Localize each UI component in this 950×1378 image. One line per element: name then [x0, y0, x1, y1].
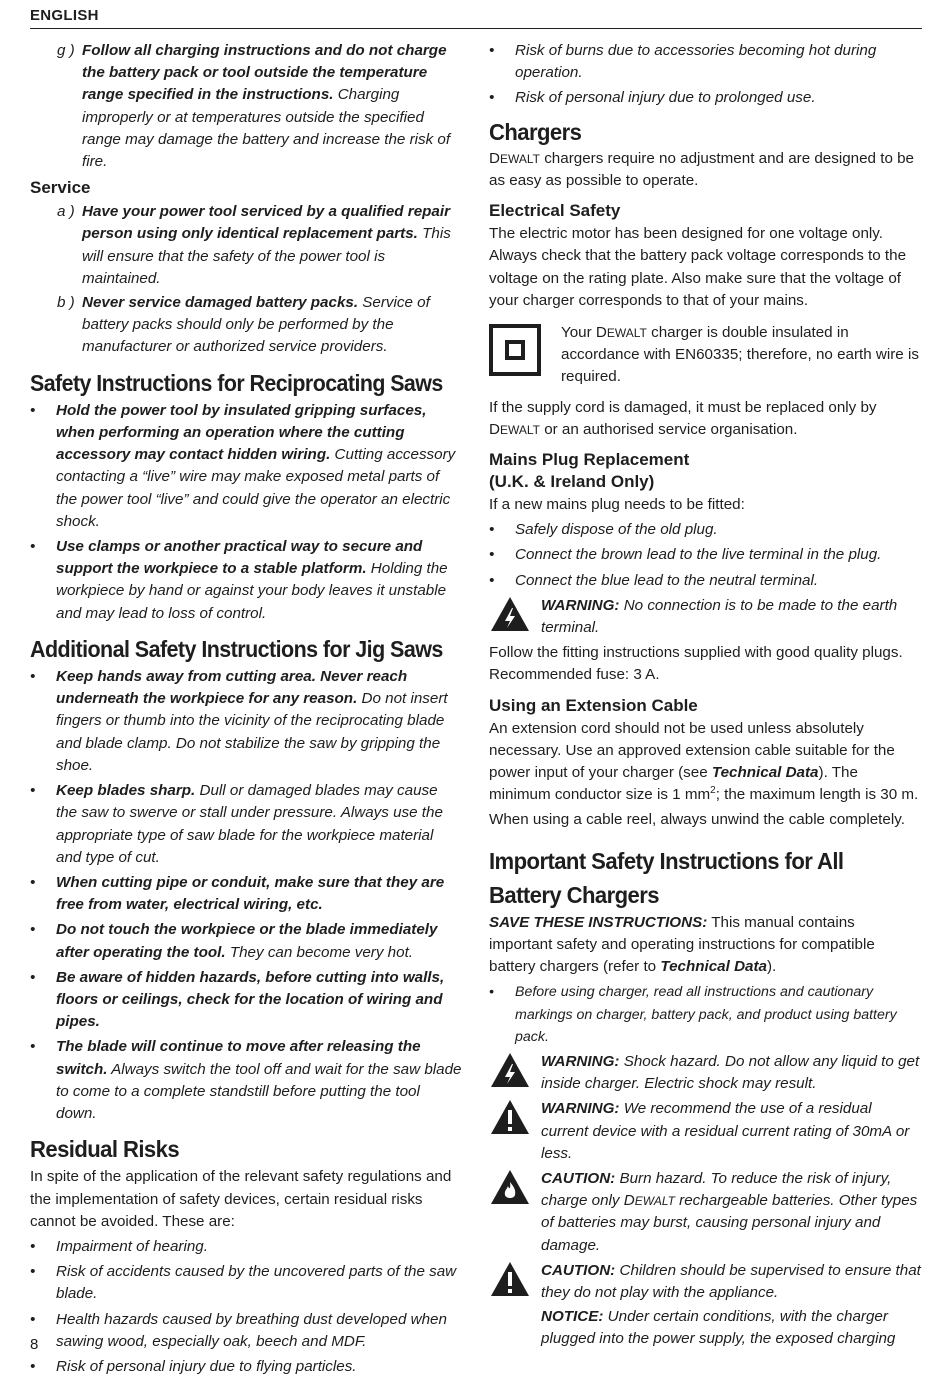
item-text: Connect the blue lead to the neutral terminal.: [515, 571, 819, 589]
warning-notice: [489, 595, 922, 639]
list-item: [489, 40, 922, 84]
heading-line: Battery Chargers: [489, 881, 659, 908]
insulated-text: charger is double insulated in accordance with EN60335; therefore, no earth wire is required.: [561, 324, 919, 386]
item-text: Holding the workpiece by hand or against your body leaves it unstable and may lead to loss of control.: [56, 560, 448, 622]
warning-label: WARNING:: [541, 1052, 620, 1070]
item-bold-text: Keep blades sharp.: [56, 782, 196, 800]
double-insulated-icon: [489, 324, 541, 376]
heading-line: (U.K. & Ireland Only): [489, 472, 655, 492]
notice-label: NOTICE:: [541, 1308, 604, 1326]
bullet-dot: •: [489, 984, 494, 1001]
item-bold-text: Do not touch the workpiece or the blade immediately after operating the tool.: [56, 921, 438, 961]
bullet-dot: •: [30, 968, 36, 986]
section-heading-reciprocating: Safety Instructions for Reciprocating Saws: [30, 369, 443, 396]
list-item: [489, 87, 922, 109]
warning-label: WARNING:: [541, 596, 620, 614]
item-text: Risk of personal injury due to flying particles.: [56, 1357, 357, 1375]
list-item: [489, 544, 922, 566]
brand-name: EWALT: [499, 422, 540, 437]
bullet-dot: •: [489, 521, 495, 539]
item-bold-text: Have your power tool serviced by a qualified repair person using only identical replacement parts.: [82, 203, 450, 243]
caution-text-b: rechargeable batteries. Other types of batteries may burst, causing personal injury and damage.: [541, 1192, 918, 1254]
list-item: [30, 536, 462, 625]
residual-intro: In spite of the application of the relevant safety regulations and the implementation of safety devices, certain residual risks cannot be avoided. These are:: [30, 1168, 452, 1230]
brand-name: EWALT: [634, 1194, 675, 1209]
bullet-dot: •: [30, 1310, 36, 1328]
bullet-dot: •: [489, 546, 495, 564]
warning-notice: [489, 1051, 922, 1095]
fire-hazard-icon: [489, 1168, 531, 1206]
list-item: [30, 292, 462, 359]
list-item: [30, 919, 462, 963]
list-item: [489, 519, 922, 541]
bullet-dot: •: [30, 1357, 36, 1375]
brand-name: EWALT: [606, 326, 647, 341]
item-bold-text: Use clamps or another practical way to secure and support the workpiece to a stable platform.: [56, 538, 423, 578]
bullet-dot: •: [30, 782, 36, 800]
item-text: Before using charger, read all instructions and cautionary markings on charger, battery pack, and product using battery pack.: [515, 984, 897, 1045]
heading-line: Important Safety Instructions for All: [489, 847, 844, 874]
header-rule: [30, 28, 922, 29]
extension-text-a: An extension cord should not be used unless absolutely necessary. Use an approved extension cable suitable for the power input of your charger (see: [489, 719, 895, 782]
bullet-dot: •: [489, 571, 495, 589]
extension-text: [489, 718, 922, 807]
notice: [489, 1306, 922, 1350]
supply-cord-text: [489, 397, 922, 441]
warning-text: We recommend the use of a residual current device with a residual current rating of 30mA or less.: [541, 1100, 910, 1162]
item-text: Dull or damaged blades may cause the saw to swerve or stall under pressure. Always use the appropriate type of saw blade for the workpiece material and type of cut.: [56, 782, 443, 866]
caution-notice: [489, 1260, 922, 1304]
item-text: Risk of burns due to accessories becoming hot during operation.: [515, 42, 877, 82]
double-insulated-notice: [489, 322, 922, 389]
list-item: [30, 1356, 462, 1378]
bullet-dot: •: [30, 1038, 36, 1056]
list-item: [489, 570, 922, 592]
save-text-b: ).: [767, 958, 777, 976]
notice-text: Under certain conditions, with the charger plugged into the power supply, the exposed charging: [541, 1308, 896, 1348]
bullet-dot: •: [30, 538, 36, 556]
cable-reel-text: When using a cable reel, always unwind the cable completely.: [489, 811, 905, 829]
list-item: [30, 1309, 462, 1353]
warning-label: WARNING:: [541, 1100, 620, 1118]
bullet-dot: •: [489, 42, 495, 59]
bullet-dot: •: [30, 873, 36, 891]
section-heading-residual-risks: Residual Risks: [30, 1136, 180, 1163]
list-item: [30, 872, 462, 916]
item-text: Risk of personal injury due to prolonged use.: [515, 89, 816, 107]
list-item: [30, 780, 462, 869]
list-item: [30, 666, 462, 777]
item-bold-text: Hold the power tool by insulated gripping surfaces, when performing an operation where the cutting accessory may contact hidden wiring.: [56, 401, 427, 464]
section-heading-important-safety: [489, 844, 922, 912]
save-label: SAVE THESE INSTRUCTIONS:: [489, 913, 708, 931]
save-text-a: This manual contains important safety and operating instructions for compatible battery chargers (refer to: [489, 913, 875, 976]
warning-text: Shock hazard. Do not allow any liquid to get inside charger. Electric shock may result.: [541, 1052, 920, 1093]
list-item: [30, 40, 462, 173]
chargers-intro: [489, 148, 922, 192]
bullet-dot: •: [489, 89, 495, 107]
cord-text: or an authorised service organisation.: [539, 420, 798, 438]
item-bold-text: Be aware of hidden hazards, before cutting into walls, floors or ceilings, check for the location of wiring and pipes.: [56, 968, 445, 1031]
item-text: Safely dispose of the old plug.: [515, 521, 718, 539]
item-bold-text: Never service damaged battery packs.: [82, 294, 359, 312]
electric-shock-warning-icon: [489, 595, 531, 633]
caution-label: CAUTION:: [541, 1169, 616, 1187]
exclamation-warning-icon: [489, 1098, 531, 1136]
item-letter: a ): [57, 203, 75, 221]
bullet-dot: •: [30, 921, 36, 939]
item-text: Do not insert fingers or thumb into the vicinity of the reciprocating blade and blade clamp. Do not stabilize the saw by gripping the shoe.: [56, 690, 448, 774]
left-column: [30, 40, 462, 1378]
item-letter: b ): [57, 294, 75, 312]
electric-shock-warning-icon: [489, 1051, 531, 1089]
item-text: Charging improperly or at temperatures outside the specified range may damage the battery and increase the risk of fire.: [82, 86, 451, 171]
page-number: 8: [30, 1336, 39, 1353]
item-text: This will ensure that the safety of the power tool is maintained.: [82, 225, 451, 287]
section-heading-service: Service: [30, 178, 91, 198]
bullet-dot: •: [30, 1237, 36, 1255]
list-item: [30, 1036, 462, 1125]
list-item: [489, 981, 922, 1048]
item-bold-text: Keep hands away from cutting area. Never reach underneath the workpiece for any reason.: [56, 668, 408, 708]
warning-notice: [489, 1098, 922, 1165]
item-bold-text: When cutting pipe or conduit, make sure that they are free from water, electrical wiring, etc.: [56, 873, 445, 914]
plug-follow-text: Follow the fitting instructions supplied with good quality plugs. Recommended fuse: 3 A.: [489, 644, 903, 684]
item-text: Risk of accidents caused by the uncovered parts of the saw blade.: [56, 1263, 457, 1303]
electrical-text: The electric motor has been designed for one voltage only. Always check that the battery pack voltage corresponds to the voltage on the rating plate. Also make sure that the voltage of your charger corresponds to that of your mains.: [489, 225, 907, 309]
bullet-dot: •: [30, 401, 36, 419]
caution-text-a: Burn hazard. To reduce the risk of injury, charge only D: [541, 1169, 892, 1210]
superscript: 2: [710, 785, 716, 797]
warning-text: No connection is to be made to the earth terminal.: [541, 596, 898, 637]
caution-text: Children should be supervised to ensure that they do not play with the appliance.: [541, 1261, 921, 1301]
section-heading-electrical-safety: Electrical Safety: [489, 201, 621, 221]
item-text: Cutting accessory contacting a “live” wire may make exposed metal parts of the power tool “live” and could give the operator an electric shock.: [56, 446, 456, 530]
right-column: [489, 40, 922, 1351]
section-heading-jig-saws: Additional Safety Instructions for Jig Saws: [30, 635, 443, 662]
item-text: Always switch the tool off and wait for the saw blade to come to a complete standstill before putting the tool down.: [56, 1060, 462, 1122]
item-text: Service of battery packs should only be performed by the manufacturer or authorized service providers.: [82, 294, 430, 356]
language-label: ENGLISH: [30, 7, 99, 24]
bullet-dot: •: [30, 668, 36, 686]
item-text: Connect the brown lead to the live terminal in the plug.: [515, 546, 882, 564]
chargers-intro-text: chargers require no adjustment and are designed to be as easy as possible to operate.: [489, 149, 915, 190]
heading-line: Mains Plug Replacement: [489, 450, 690, 470]
list-item: [30, 1236, 462, 1258]
section-heading-extension-cable: Using an Extension Cable: [489, 695, 698, 715]
caution-label: CAUTION:: [541, 1261, 616, 1279]
insulated-prefix: Your D: [561, 324, 607, 342]
item-text: They can become very hot.: [225, 943, 414, 961]
technical-data-ref: Technical Data: [711, 764, 819, 782]
list-item: [30, 201, 462, 290]
caution-notice: [489, 1168, 922, 1257]
section-heading-chargers: Chargers: [489, 118, 582, 145]
save-instructions-text: [489, 912, 922, 979]
list-item: [30, 400, 462, 533]
item-text: Impairment of hearing.: [56, 1237, 208, 1255]
plug-intro: If a new mains plug needs to be fitted:: [489, 496, 745, 514]
list-item: [30, 1261, 462, 1305]
brand-name: EWALT: [499, 151, 540, 166]
cord-prefix: If the supply cord is damaged, it must be replaced only by D: [489, 398, 877, 438]
list-item: [30, 967, 462, 1034]
item-bold-text: Follow all charging instructions and do not charge the battery pack or tool outside the temperature range specified in the instructions.: [82, 42, 447, 104]
item-bold-text: The blade will continue to move after releasing the switch.: [56, 1038, 421, 1078]
brand-initial: D: [489, 149, 500, 167]
technical-data-ref: Technical Data: [660, 958, 767, 976]
section-heading-mains-plug: [489, 449, 922, 493]
item-text: Health hazards caused by breathing dust developed when sawing wood, especially oak, beech and MDF.: [56, 1310, 447, 1350]
extension-text-c: ; the maximum length is 30 m.: [715, 786, 919, 804]
exclamation-warning-icon: [489, 1260, 531, 1298]
item-letter: g ): [57, 42, 75, 59]
extension-text-b: ). The minimum conductor size is 1 mm: [489, 764, 858, 804]
bullet-dot: •: [30, 1263, 36, 1281]
